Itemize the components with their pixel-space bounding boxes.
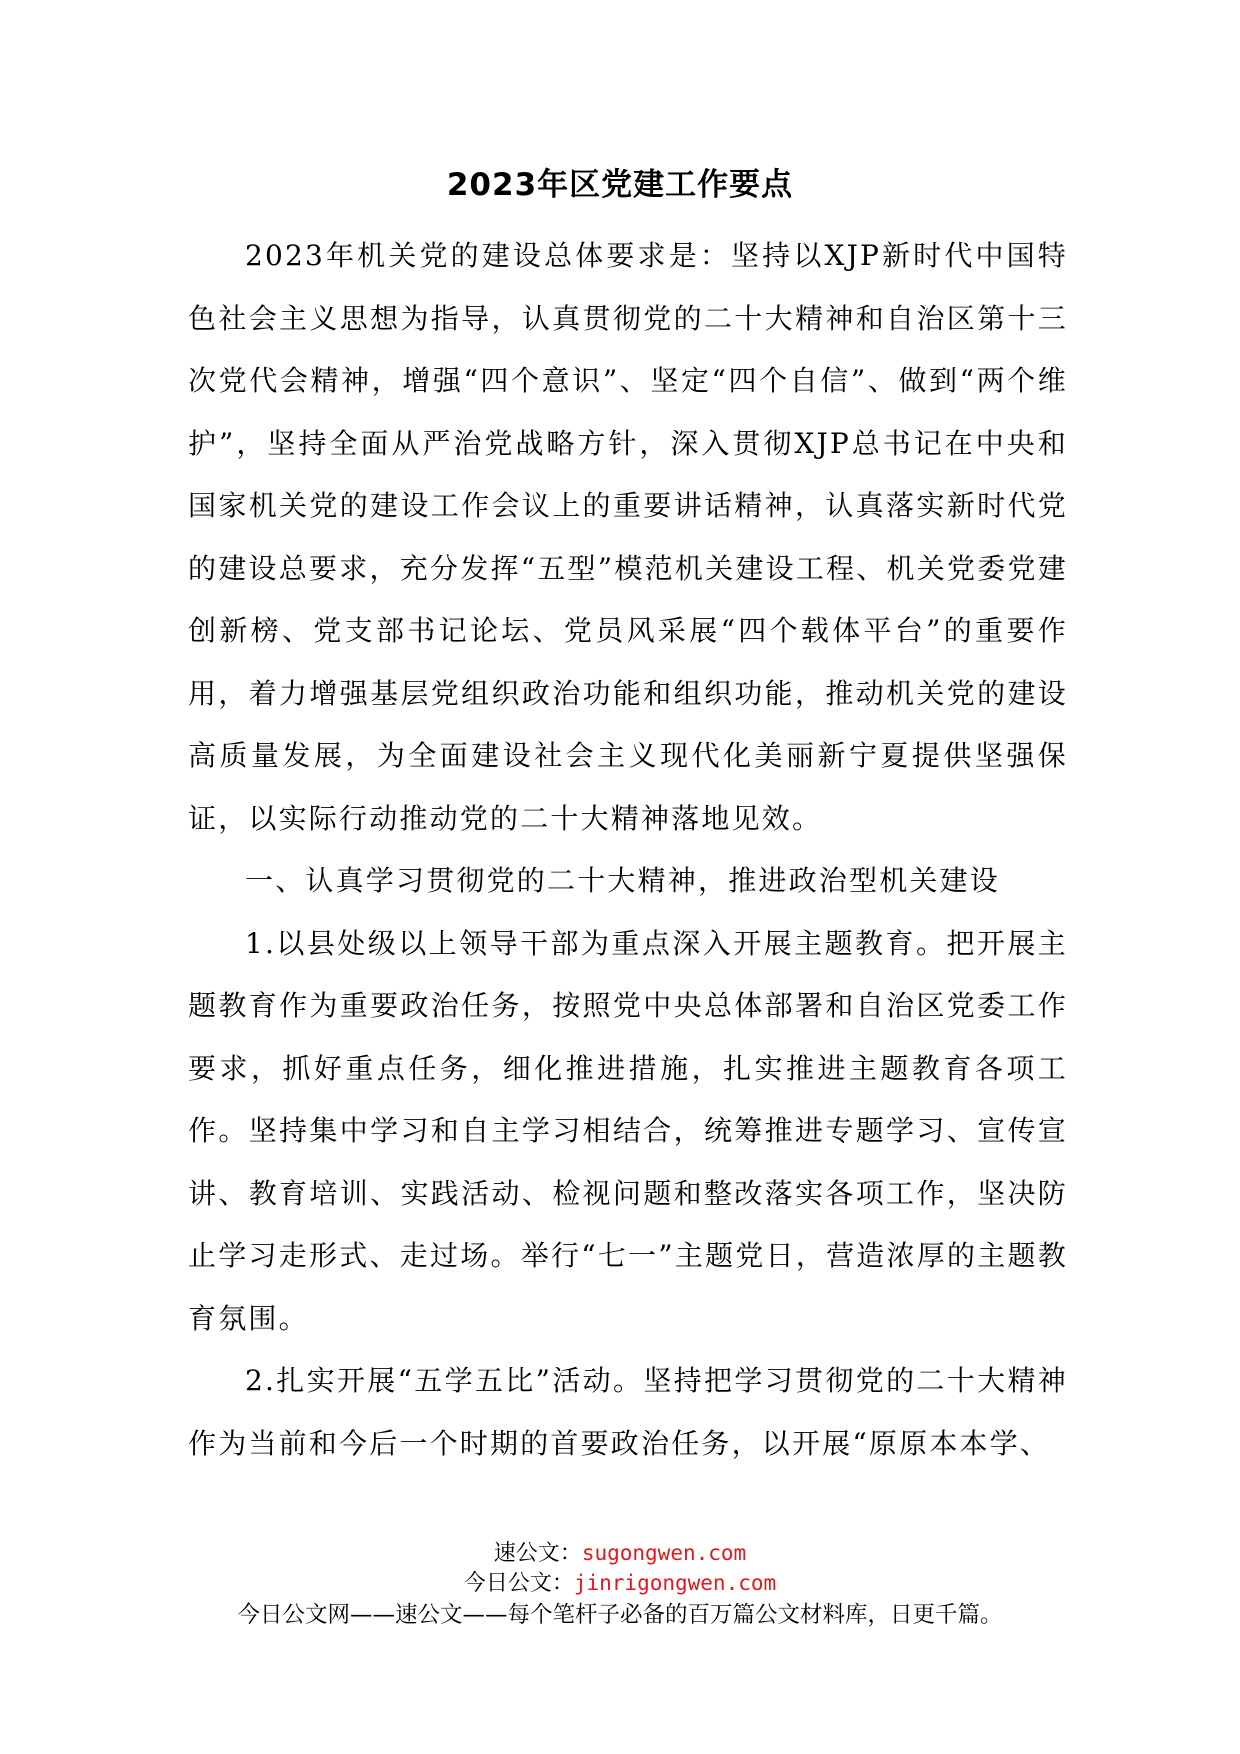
document-title: 2023年区党建工作要点 <box>446 167 794 203</box>
watermark-footer <box>0 1538 1240 1632</box>
paragraph-item-1: 1.以县处级以上领导干部为重点深入开展主题教育。把开展主题教育作为重要政治任务，按照党中央总体部署和自治区党委工作要求，抓好重点任务，细化推进措施，扎实推进主题教育各项工作。坚持集中学习和自主学习相结合，统筹推进专题学习、宣传宣讲、教育培训、实践活动、检视问题和整改落实各项工作，坚决防止学习走形式、走过场。举行“七一”主题党日，营造浓厚的主题教育氛围。 <box>188 926 1068 1335</box>
footer-label-sugongwen: 速公文： <box>493 1541 582 1566</box>
document-body <box>188 225 1068 1475</box>
footer-slogan: 今日公文网——速公文——每个笔杆子必备的百万篇公文材料库，日更千篇。 <box>237 1602 1003 1628</box>
footer-line-jinrigongwen <box>0 1568 1240 1598</box>
paragraph-item-2: 2.扎实开展“五学五比”活动。坚持把学习贯彻党的二十大精神作为当前和今后一个时期的首要政治任务，以开展“原原本本学、 <box>188 1364 1068 1460</box>
section-heading-one: 一、认真学习贯彻党的二十大精神，推进政治型机关建设 <box>245 864 1001 897</box>
footer-label-jinrigongwen: 今日公文： <box>463 1571 574 1596</box>
footer-line-sugongwen <box>0 1538 1240 1568</box>
footer-link-jinrigongwen[interactable]: jinrigongwen.com <box>573 1571 777 1595</box>
paragraph-intro: 2023年机关党的建设总体要求是：坚持以XJP新时代中国特色社会主义思想为指导，认真贯彻党的二十大精神和自治区第十三次党代会精神，增强“四个意识”、坚定“四个自信”、做到“两个维护”，坚持全面从严治党战略方针，深入贯彻XJP总书记在中央和国家机关党的建设工作会议上的重要讲话精神，认真落实新时代党的建设总要求，充分发挥“五型”模范机关建设工程、机关党委党建创新榜、党支部书记论坛、党员风采展“四个载体平台”的重要作用，着力增强基层党组织政治功能和组织功能，推动机关党的建设高质量发展，为全面建设社会主义现代化美丽新宁夏提供坚强保证，以实际行动推动党的二十大精神落地见效。 <box>188 239 1068 835</box>
footer-link-sugongwen[interactable]: sugongwen.com <box>581 1541 747 1565</box>
